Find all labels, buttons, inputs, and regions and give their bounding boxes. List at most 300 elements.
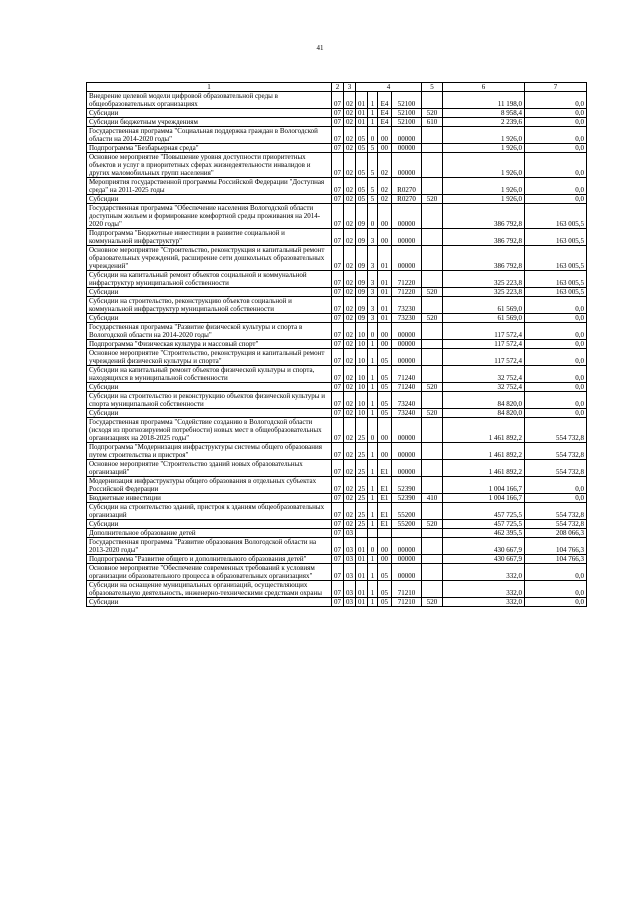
row-name: Подпрограмма "Безбарьерная среда" <box>87 144 332 153</box>
header-row <box>87 83 587 92</box>
subsection-code: 02 <box>344 271 356 288</box>
amount-2020: 554 732,8 <box>525 418 587 443</box>
section-code: 07 <box>332 297 344 314</box>
direction-code: 00000 <box>392 340 422 349</box>
section-code: 07 <box>332 529 344 538</box>
amount-2019: 332,0 <box>443 564 525 581</box>
amount-2019: 386 792,8 <box>443 246 525 271</box>
subsection-code: 02 <box>344 477 356 494</box>
amount-2019: 61 569,0 <box>443 297 525 314</box>
subprogram-code: 3 <box>368 246 378 271</box>
amount-2020: 554 732,8 <box>525 503 587 520</box>
direction-code: R0270 <box>392 178 422 195</box>
direction-code: 52100 <box>392 118 422 127</box>
direction-code: 00000 <box>392 127 422 144</box>
expense-type-code <box>422 127 443 144</box>
amount-2019: 1 004 166,7 <box>443 477 525 494</box>
program-code: 10 <box>356 383 368 392</box>
expense-type-code <box>422 153 443 178</box>
section-code: 07 <box>332 520 344 529</box>
subprogram-code: 1 <box>368 503 378 520</box>
table-row <box>87 477 587 494</box>
subsection-code: 02 <box>344 153 356 178</box>
program-code: 25 <box>356 443 368 460</box>
amount-2019: 84 820,0 <box>443 409 525 418</box>
expense-type-code <box>422 297 443 314</box>
program-code: 01 <box>356 538 368 555</box>
section-code: 07 <box>332 581 344 598</box>
table-row <box>87 383 587 392</box>
subprogram-code: 3 <box>368 288 378 297</box>
expense-type-code <box>422 477 443 494</box>
amount-2019: 117 572,4 <box>443 349 525 366</box>
expense-type-code <box>422 178 443 195</box>
amount-2019: 1 926,0 <box>443 127 525 144</box>
subprogram-code: 1 <box>368 340 378 349</box>
subsection-code: 02 <box>344 443 356 460</box>
direction-code: 71240 <box>392 383 422 392</box>
subprogram-code: 3 <box>368 297 378 314</box>
amount-2019: 430 667,9 <box>443 555 525 564</box>
subprogram-code: 1 <box>368 109 378 118</box>
program-code: 09 <box>356 297 368 314</box>
header-cell: 5 <box>422 83 443 92</box>
table-row <box>87 555 587 564</box>
section-code: 07 <box>332 503 344 520</box>
row-name: Субсидии на строительство и реконструкцию объектов физической культуры и спорта муниципальной собственности <box>87 392 332 409</box>
amount-2020: 0,0 <box>525 178 587 195</box>
direction-code: 00000 <box>392 443 422 460</box>
row-name: Субсидии <box>87 598 332 607</box>
table-row <box>87 178 587 195</box>
subprogram-code: 3 <box>368 229 378 246</box>
amount-2020: 0,0 <box>525 314 587 323</box>
direction-code: 55200 <box>392 520 422 529</box>
program-code: 25 <box>356 460 368 477</box>
row-name: Основное мероприятие "Строительство зданий новых образовательных организаций" <box>87 460 332 477</box>
subprogram-code: 1 <box>368 477 378 494</box>
row-name: Дополнительное образование детей <box>87 529 332 538</box>
direction-code: 00000 <box>392 204 422 229</box>
amount-2019: 325 223,8 <box>443 271 525 288</box>
section-code: 07 <box>332 477 344 494</box>
expense-type-code <box>422 92 443 109</box>
amount-2020: 0,0 <box>525 109 587 118</box>
subsection-code: 03 <box>344 538 356 555</box>
direction-code: 00000 <box>392 564 422 581</box>
section-code: 07 <box>332 349 344 366</box>
program-code: 01 <box>356 92 368 109</box>
amount-2019: 462 395,5 <box>443 529 525 538</box>
row-name: Государственная программа "Содействие созданию в Вологодской области (исходя из прогнозируемой потребности) новых мест в общеобразовательных организациях на 2018-2025 годы" <box>87 418 332 443</box>
direction-code <box>392 529 422 538</box>
direction-code: 71220 <box>392 271 422 288</box>
event-code: 00 <box>378 323 392 340</box>
row-name: Мероприятия государственной программы Российской Федерации "Доступная среда" на 2011-2025 годы <box>87 178 332 195</box>
header-cell: 1 <box>87 83 332 92</box>
subprogram-code: 1 <box>368 520 378 529</box>
section-code: 07 <box>332 383 344 392</box>
event-code: 02 <box>378 153 392 178</box>
section-code: 07 <box>332 555 344 564</box>
program-code: 10 <box>356 409 368 418</box>
direction-code: 00000 <box>392 153 422 178</box>
event-code: 05 <box>378 581 392 598</box>
subprogram-code: 1 <box>368 392 378 409</box>
table-row <box>87 538 587 555</box>
program-code: 10 <box>356 366 368 383</box>
subprogram-code: 1 <box>368 443 378 460</box>
subprogram-code: 3 <box>368 271 378 288</box>
section-code: 07 <box>332 366 344 383</box>
subprogram-code: 1 <box>368 598 378 607</box>
table-row <box>87 92 587 109</box>
amount-2020: 0,0 <box>525 383 587 392</box>
amount-2019: 332,0 <box>443 598 525 607</box>
subprogram-code: 0 <box>368 204 378 229</box>
subsection-code: 02 <box>344 383 356 392</box>
subsection-code: 02 <box>344 229 356 246</box>
row-name: Субсидии <box>87 383 332 392</box>
amount-2019: 1 926,0 <box>443 178 525 195</box>
program-code: 05 <box>356 153 368 178</box>
row-name: Субсидии <box>87 520 332 529</box>
section-code: 07 <box>332 178 344 195</box>
subprogram-code <box>368 529 378 538</box>
amount-2020: 0,0 <box>525 494 587 503</box>
expense-type-code <box>422 418 443 443</box>
subprogram-code: 1 <box>368 118 378 127</box>
subprogram-code: 1 <box>368 409 378 418</box>
subprogram-code: 5 <box>368 195 378 204</box>
program-code: 10 <box>356 323 368 340</box>
direction-code: 71210 <box>392 598 422 607</box>
program-code: 10 <box>356 392 368 409</box>
direction-code: 55200 <box>392 503 422 520</box>
row-name: Субсидии <box>87 314 332 323</box>
event-code: E4 <box>378 109 392 118</box>
table-row <box>87 409 587 418</box>
program-code: 01 <box>356 598 368 607</box>
event-code: 02 <box>378 178 392 195</box>
amount-2019: 1 461 892,2 <box>443 443 525 460</box>
row-name: Государственная программа "Развитие образования Вологодской области на 2013-2020 годы" <box>87 538 332 555</box>
event-code: 05 <box>378 409 392 418</box>
subsection-code: 02 <box>344 246 356 271</box>
amount-2019: 332,0 <box>443 581 525 598</box>
event-code: 00 <box>378 144 392 153</box>
amount-2019: 1 461 892,2 <box>443 418 525 443</box>
amount-2020: 0,0 <box>525 366 587 383</box>
amount-2019: 11 198,0 <box>443 92 525 109</box>
amount-2019: 32 752,4 <box>443 383 525 392</box>
event-code: 05 <box>378 366 392 383</box>
program-code: 05 <box>356 195 368 204</box>
row-name: Субсидии <box>87 109 332 118</box>
section-code: 07 <box>332 409 344 418</box>
subprogram-code: 3 <box>368 314 378 323</box>
table-row <box>87 581 587 598</box>
subsection-code: 03 <box>344 564 356 581</box>
amount-2019: 117 572,4 <box>443 340 525 349</box>
event-code: 05 <box>378 383 392 392</box>
section-code: 07 <box>332 460 344 477</box>
event-code: 00 <box>378 127 392 144</box>
amount-2019: 84 820,0 <box>443 392 525 409</box>
subprogram-code: 5 <box>368 178 378 195</box>
row-name: Основное мероприятие "Повышение уровня доступности приоритетных объектов и услуг в приоритетных сферах жизнедеятельности инвалидов и других маломобильных групп населения" <box>87 153 332 178</box>
direction-code: 52100 <box>392 109 422 118</box>
expense-type-code <box>422 564 443 581</box>
amount-2020: 554 732,8 <box>525 460 587 477</box>
table-row <box>87 494 587 503</box>
direction-code: 73230 <box>392 314 422 323</box>
amount-2020: 0,0 <box>525 564 587 581</box>
program-code: 01 <box>356 555 368 564</box>
subprogram-code: 1 <box>368 581 378 598</box>
program-code: 25 <box>356 477 368 494</box>
row-name: Субсидии на оснащение муниципальных организаций, осуществляющих образовательную деятельность, инженерно-техническими средствами охраны <box>87 581 332 598</box>
subsection-code: 02 <box>344 340 356 349</box>
row-name: Государственная программа "Социальная поддержка граждан в Вологодской области на 2014-2020 годы" <box>87 127 332 144</box>
subsection-code: 03 <box>344 598 356 607</box>
subprogram-code: 0 <box>368 538 378 555</box>
direction-code: 52390 <box>392 494 422 503</box>
subprogram-code: 5 <box>368 153 378 178</box>
row-name: Субсидии на строительство зданий, пристроя к зданиям общеобразовательных организаций <box>87 503 332 520</box>
section-code: 07 <box>332 109 344 118</box>
amount-2020: 0,0 <box>525 92 587 109</box>
row-name: Подпрограмма "Развитие общего и дополнительного образования детей" <box>87 555 332 564</box>
expense-type-code: 520 <box>422 314 443 323</box>
section-code: 07 <box>332 195 344 204</box>
direction-code: 00000 <box>392 538 422 555</box>
expense-type-code <box>422 503 443 520</box>
event-code: 00 <box>378 555 392 564</box>
expense-type-code <box>422 349 443 366</box>
subprogram-code: 1 <box>368 460 378 477</box>
table-row <box>87 520 587 529</box>
event-code: 00 <box>378 418 392 443</box>
table-row <box>87 118 587 127</box>
subsection-code: 02 <box>344 349 356 366</box>
section-code: 07 <box>332 314 344 323</box>
event-code: 00 <box>378 204 392 229</box>
table-row <box>87 109 587 118</box>
amount-2019: 1 926,0 <box>443 153 525 178</box>
event-code: E1 <box>378 477 392 494</box>
subprogram-code: 1 <box>368 383 378 392</box>
event-code: E4 <box>378 118 392 127</box>
subsection-code: 02 <box>344 392 356 409</box>
row-name: Модернизация инфраструктуры общего образования в отдельных субъектах Российской Федерации <box>87 477 332 494</box>
amount-2020: 104 766,3 <box>525 538 587 555</box>
expense-type-code <box>422 366 443 383</box>
subsection-code: 02 <box>344 297 356 314</box>
subsection-code: 02 <box>344 92 356 109</box>
subsection-code: 02 <box>344 288 356 297</box>
amount-2019: 61 569,0 <box>443 314 525 323</box>
expense-type-code: 410 <box>422 494 443 503</box>
amount-2020: 0,0 <box>525 598 587 607</box>
expense-type-code <box>422 204 443 229</box>
amount-2020: 104 766,3 <box>525 555 587 564</box>
subsection-code: 02 <box>344 144 356 153</box>
table-row <box>87 195 587 204</box>
subsection-code: 02 <box>344 409 356 418</box>
table-row <box>87 349 587 366</box>
section-code: 07 <box>332 443 344 460</box>
amount-2020: 0,0 <box>525 153 587 178</box>
amount-2019: 8 958,4 <box>443 109 525 118</box>
table-row <box>87 443 587 460</box>
amount-2020: 0,0 <box>525 297 587 314</box>
amount-2019: 32 752,4 <box>443 366 525 383</box>
row-name: Подпрограмма "Модернизация инфраструктуры системы общего образования путем строительства и пристроя" <box>87 443 332 460</box>
amount-2019: 457 725,5 <box>443 503 525 520</box>
program-code: 05 <box>356 144 368 153</box>
section-code: 07 <box>332 271 344 288</box>
row-name: Субсидии на капитальный ремонт объектов социальной и коммунальной инфраструктур муниципальной собственности <box>87 271 332 288</box>
header-cell: 7 <box>525 83 587 92</box>
program-code: 25 <box>356 494 368 503</box>
program-code <box>356 529 368 538</box>
amount-2020: 163 005,5 <box>525 246 587 271</box>
direction-code: 73230 <box>392 297 422 314</box>
expense-type-code: 520 <box>422 383 443 392</box>
direction-code: 00000 <box>392 229 422 246</box>
event-code: 00 <box>378 340 392 349</box>
program-code: 05 <box>356 127 368 144</box>
event-code: E1 <box>378 460 392 477</box>
row-name: Внедрение целевой модели цифровой образовательной среды в общеобразовательных организациях <box>87 92 332 109</box>
budget-table <box>86 82 587 607</box>
section-code: 07 <box>332 323 344 340</box>
amount-2020: 0,0 <box>525 581 587 598</box>
expense-type-code <box>422 246 443 271</box>
subprogram-code: 1 <box>368 494 378 503</box>
amount-2020: 0,0 <box>525 477 587 494</box>
direction-code: 00000 <box>392 418 422 443</box>
section-code: 07 <box>332 229 344 246</box>
amount-2020: 163 005,5 <box>525 229 587 246</box>
direction-code: 00000 <box>392 349 422 366</box>
subsection-code: 03 <box>344 555 356 564</box>
subsection-code: 02 <box>344 109 356 118</box>
subprogram-code: 1 <box>368 366 378 383</box>
table-row <box>87 297 587 314</box>
direction-code: 00000 <box>392 555 422 564</box>
table-row <box>87 460 587 477</box>
subprogram-code: 1 <box>368 564 378 581</box>
subsection-code: 02 <box>344 323 356 340</box>
row-name: Государственная программа "Обеспечение населения Вологодской области доступным жильем и формирование комфортной среды проживания на 2014-2020 годы" <box>87 204 332 229</box>
expense-type-code: 520 <box>422 598 443 607</box>
subsection-code: 02 <box>344 195 356 204</box>
program-code: 25 <box>356 418 368 443</box>
table-row <box>87 323 587 340</box>
section-code: 07 <box>332 418 344 443</box>
event-code: 01 <box>378 271 392 288</box>
header-cell: 6 <box>443 83 525 92</box>
event-code: 05 <box>378 392 392 409</box>
program-code: 09 <box>356 271 368 288</box>
expense-type-code <box>422 144 443 153</box>
section-code: 07 <box>332 564 344 581</box>
expense-type-code: 610 <box>422 118 443 127</box>
row-name: Субсидии <box>87 288 332 297</box>
row-name: Подпрограмма "Физическая культура и массовый спорт" <box>87 340 332 349</box>
row-name: Основное мероприятие "Обеспечение современных требований к условиям организации образовательного процесса в образовательных организациях" <box>87 564 332 581</box>
section-code: 07 <box>332 288 344 297</box>
row-name: Субсидии <box>87 409 332 418</box>
expense-type-code <box>422 529 443 538</box>
expense-type-code: 520 <box>422 288 443 297</box>
event-code: E4 <box>378 92 392 109</box>
direction-code: 00000 <box>392 144 422 153</box>
amount-2020: 554 732,8 <box>525 520 587 529</box>
section-code: 07 <box>332 153 344 178</box>
amount-2020: 0,0 <box>525 392 587 409</box>
amount-2019: 117 572,4 <box>443 323 525 340</box>
subprogram-code: 0 <box>368 127 378 144</box>
expense-type-code <box>422 229 443 246</box>
program-code: 09 <box>356 314 368 323</box>
event-code: 00 <box>378 443 392 460</box>
expense-type-code: 520 <box>422 195 443 204</box>
subsection-code: 02 <box>344 520 356 529</box>
event-code: E1 <box>378 494 392 503</box>
direction-code: 71220 <box>392 288 422 297</box>
event-code: 01 <box>378 246 392 271</box>
program-code: 10 <box>356 349 368 366</box>
amount-2020: 0,0 <box>525 195 587 204</box>
subprogram-code: 0 <box>368 323 378 340</box>
subsection-code: 02 <box>344 366 356 383</box>
event-code: E1 <box>378 503 392 520</box>
expense-type-code <box>422 392 443 409</box>
expense-type-code: 520 <box>422 109 443 118</box>
section-code: 07 <box>332 494 344 503</box>
section-code: 07 <box>332 538 344 555</box>
amount-2020: 554 732,8 <box>525 443 587 460</box>
program-code: 09 <box>356 229 368 246</box>
section-code: 07 <box>332 127 344 144</box>
header-cell: 3 <box>344 83 356 92</box>
subsection-code: 02 <box>344 314 356 323</box>
amount-2020: 0,0 <box>525 144 587 153</box>
table-row <box>87 127 587 144</box>
page-number: 41 <box>316 44 324 52</box>
program-code: 25 <box>356 520 368 529</box>
table-row <box>87 366 587 383</box>
event-code: 01 <box>378 288 392 297</box>
row-name: Субсидии <box>87 195 332 204</box>
event-code: 01 <box>378 314 392 323</box>
event-code: 01 <box>378 297 392 314</box>
amount-2019: 1 461 892,2 <box>443 460 525 477</box>
program-code: 09 <box>356 204 368 229</box>
table-row <box>87 503 587 520</box>
table-row <box>87 392 587 409</box>
program-code: 09 <box>356 246 368 271</box>
table-row <box>87 144 587 153</box>
expense-type-code <box>422 340 443 349</box>
event-code: 00 <box>378 229 392 246</box>
subsection-code: 02 <box>344 503 356 520</box>
table-row <box>87 271 587 288</box>
subprogram-code: 1 <box>368 349 378 366</box>
